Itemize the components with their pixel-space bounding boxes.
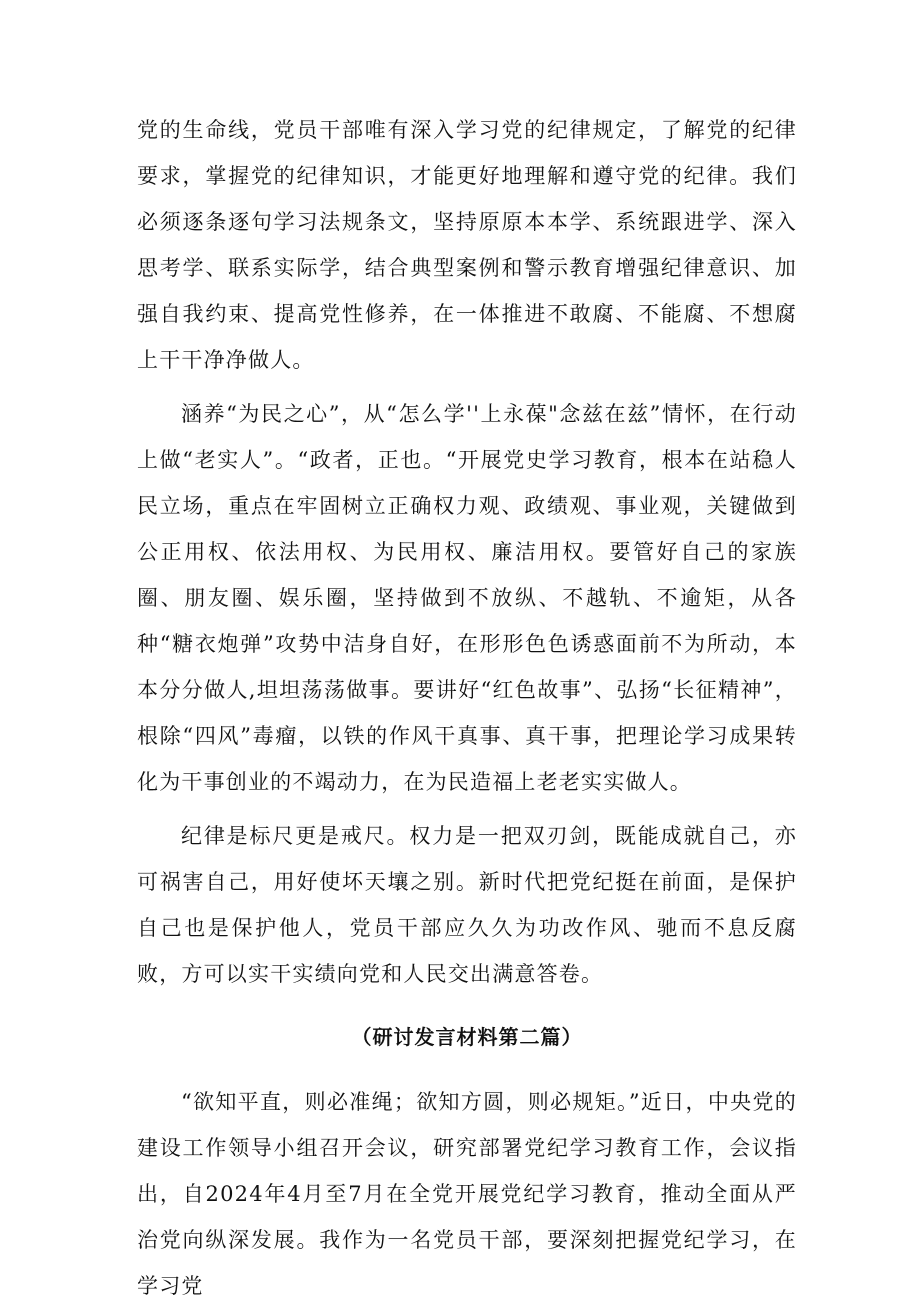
paragraph-people-heart: 涵养“为民之心”，从“怎么学''上永葆"念兹在兹”情怀，在行动上做“老实人”。“政者，正也。“开展党史学习教育，根本在站稳人民立场，重点在牢固树立正确权力观、政绩观、事业观，关键做到公正用权、依法用权、为民用权、廉洁用权。要管好自己的家族圈、朋友圈、娱乐圈，坚持做到不放纵、不越轨、不逾矩，从各种“糖衣炮弹”攻势中洁身自好，在形形色色诱惑面前不为所动，本本分分做人,坦坦荡荡做事。要讲好“红色故事”、弘扬“长征精神”，根除“四风”毒瘤，以铁的作风干真事、真干事，把理论学习成果转化为干事创业的不竭动力，在为民造福上老老实实做人。 xyxy=(137,402,797,794)
paragraph-discipline-study: 党的生命线，党员干部唯有深入学习党的纪律规定，了解党的纪律要求，掌握党的纪律知识，才能更好地理解和遵守党的纪律。我们必须逐条逐句学习法规条文，坚持原原本本学、系统跟进学、深入思考学、联系实际学，结合典型案例和警示教育增强纪律意识、加强自我约束、提高党性修养，在一体推进不敢腐、不能腐、不想腐上干干净净做人。 xyxy=(137,118,797,372)
paragraph-discipline-ruler: 纪律是标尺更是戒尺。权力是一把双刃剑，既能成就自己，亦可祸害自己，用好使坏天壤之别。新时代把党纪挺在前面，是保护自己也是保护他人，党员干部应久久为功改作风、驰而不息反腐败，方可以实干实绩向党和人民交出满意答卷。 xyxy=(137,824,797,986)
section-title: （研讨发言材料第二篇） xyxy=(351,1025,583,1049)
paragraph-second-article-intro: “欲知平直，则必准绳；欲知方圆，则必规矩。”近日，中央党的建设工作领导小组召开会议，研究部署党纪学习教育工作，会议指出，自2024年4月至7月在全党开展党纪学习教育，推动全面从严治党向纵深发展。我作为一名党员干部，要深刻把握党纪学习，在学习党 xyxy=(137,1090,797,1298)
document-body xyxy=(137,107,797,1309)
